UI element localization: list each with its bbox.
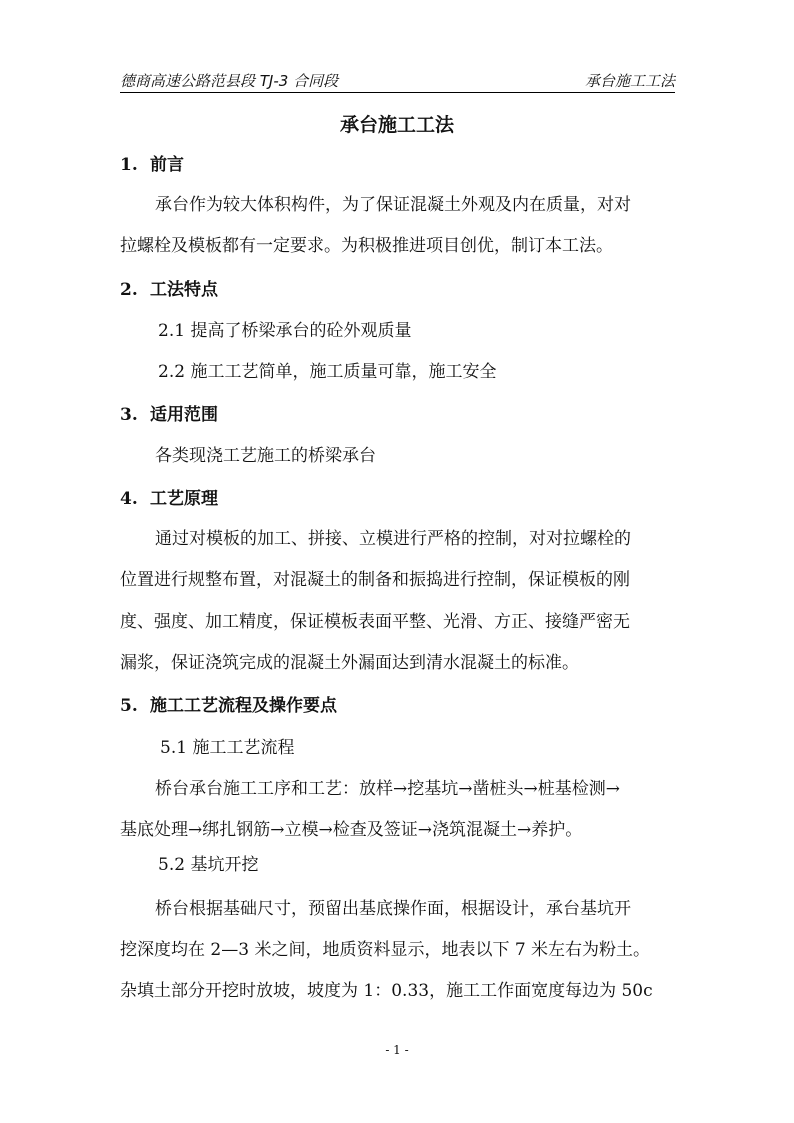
- paragraph-line: 度、强度、加工精度，保证模板表面平整、光滑、方正、接缝严密无: [120, 612, 630, 632]
- page-number: - 1 -: [385, 1043, 409, 1057]
- paragraph-line: 桥台承台施工工序和工艺：放样→挖基坑→凿桩头→桩基检测→: [155, 779, 620, 799]
- list-item: 2.1 提高了桥梁承台的砼外观质量: [158, 321, 412, 341]
- paragraph-line: 拉螺栓及模板都有一定要求。为积极推进项目创优，制订本工法。: [120, 236, 613, 256]
- subsection-heading: 5.1 施工工艺流程: [160, 738, 295, 758]
- page-header: [120, 70, 675, 93]
- paragraph-line: 各类现浇工艺施工的桥梁承台: [155, 446, 376, 466]
- paragraph-line: 漏浆，保证浇筑完成的混凝土外漏面达到清水混凝土的标准。: [120, 653, 579, 673]
- paragraph-line: 位置进行规整布置，对混凝土的制备和振捣进行控制，保证模板的刚: [120, 570, 630, 590]
- paragraph-line: 基底处理→绑扎钢筋→立模→检查及签证→浇筑混凝土→养护。: [120, 820, 583, 840]
- section-heading-2: 2. 工法特点: [120, 280, 218, 300]
- header-right-text: 承台施工工法: [584, 72, 675, 90]
- subsection-heading: 5.2 基坑开挖: [158, 855, 259, 875]
- header-left-text: 德商高速公路范县段 TJ-3 合同段: [120, 72, 339, 90]
- document-title: 承台施工工法: [339, 114, 454, 136]
- paragraph-line: 挖深度均在 2—3 米之间，地质资料显示，地表以下 7 米左右为粉土。: [120, 940, 651, 960]
- section-heading-4: 4. 工艺原理: [120, 489, 218, 509]
- paragraph-line: 桥台根据基础尺寸，预留出基底操作面，根据设计，承台基坑开: [155, 899, 631, 919]
- section-heading-3: 3. 适用范围: [120, 405, 218, 425]
- section-heading-5: 5. 施工工艺流程及操作要点: [120, 696, 337, 716]
- section-heading-1: 1. 前言: [120, 155, 184, 175]
- paragraph-line: 承台作为较大体积构件，为了保证混凝土外观及内在质量，对对: [155, 195, 631, 215]
- list-item: 2.2 施工工艺简单，施工质量可靠，施工安全: [158, 362, 497, 382]
- paragraph-line: 杂填土部分开挖时放坡，坡度为 1：0.33，施工工作面宽度每边为 50c: [120, 981, 653, 1001]
- paragraph-line: 通过对模板的加工、拼接、立模进行严格的控制，对对拉螺栓的: [155, 529, 631, 549]
